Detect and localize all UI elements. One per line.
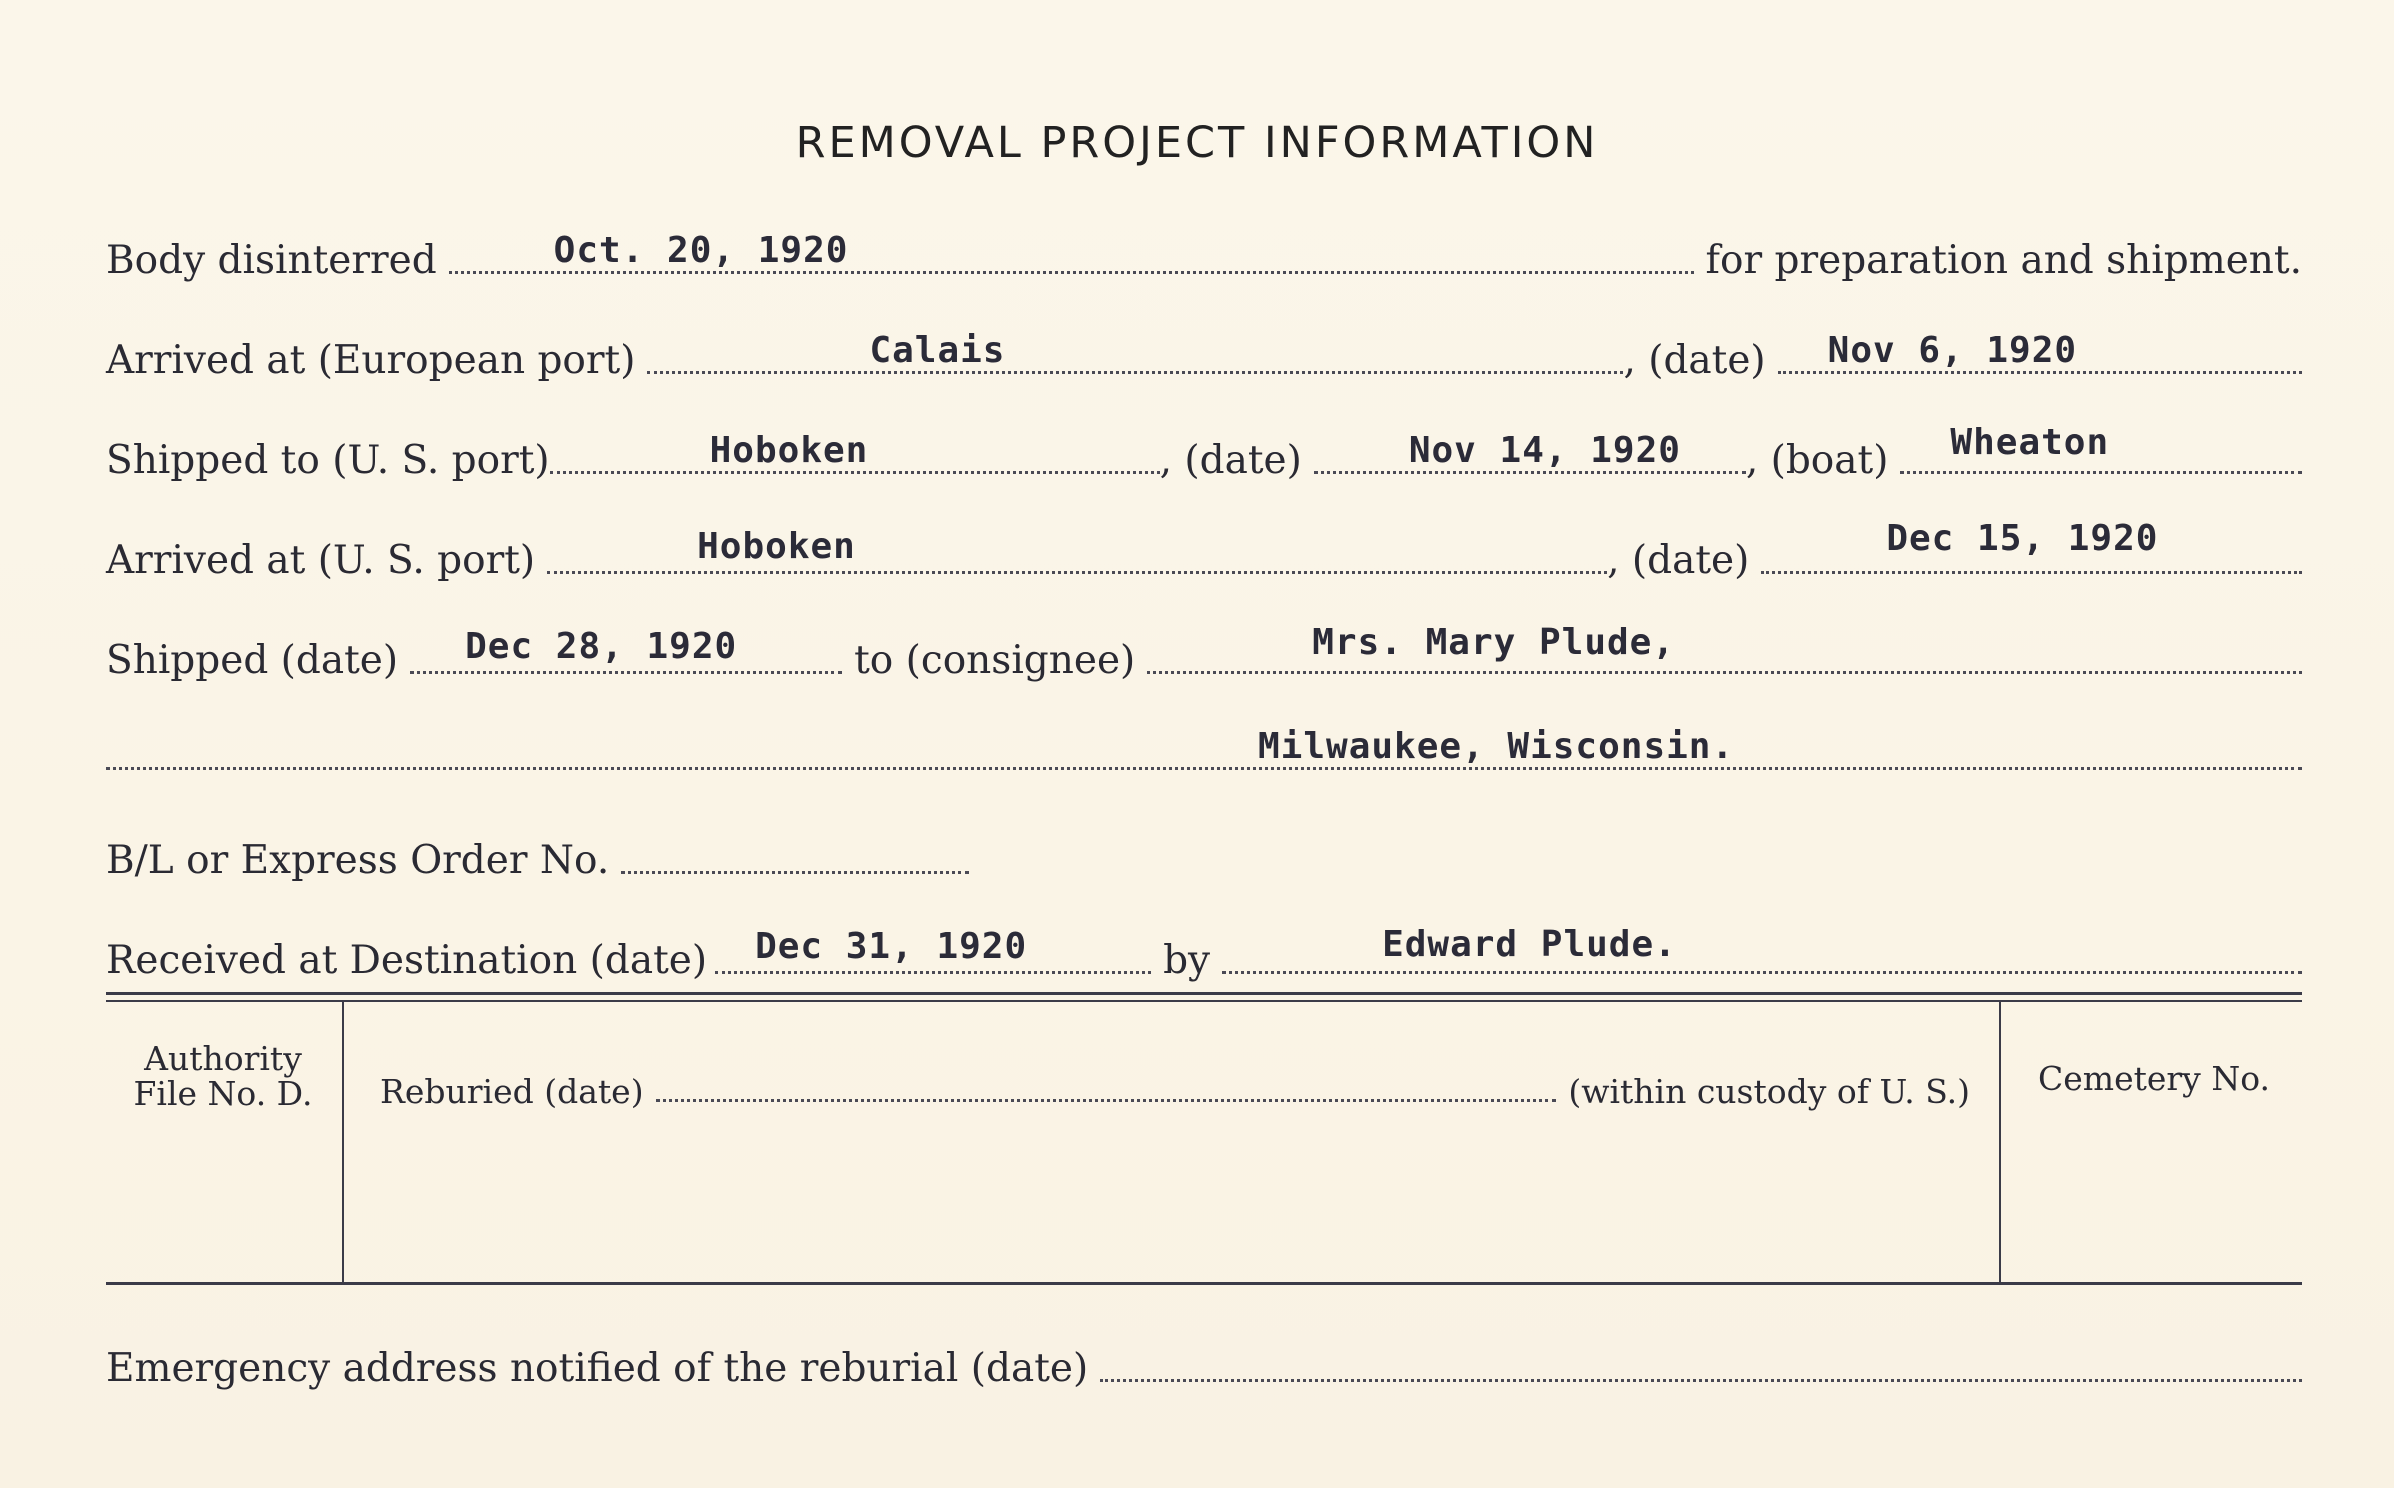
bl-field [621, 827, 969, 874]
reburied-row [380, 1050, 1970, 1112]
boat-value: Wheaton [1950, 422, 2110, 463]
received-date-field [715, 927, 1151, 974]
disinterred-label: Body disinterred [106, 238, 437, 283]
reburied-label: Reburied (date) [380, 1072, 644, 1111]
arrived-eu-date: Nov 6, 1920 [1827, 330, 2078, 371]
row-shipped [106, 622, 2302, 684]
received-by-field [1222, 924, 2302, 974]
form-title: REMOVAL PROJECT INFORMATION [795, 118, 1599, 168]
reburied-field [656, 1063, 1557, 1102]
shipped-us-date: Nov 14, 1920 [1408, 430, 1681, 471]
custody-label: (within custody of U. S.) [1568, 1072, 1970, 1111]
received-by: Edward Plude. [1382, 924, 1677, 965]
shipped-us-date-label: , (date) [1159, 438, 1302, 483]
arrived-eu-date-label: , (date) [1623, 338, 1766, 383]
disinterred-field [449, 227, 1694, 274]
arrived-eu-port: Calais [869, 330, 1006, 371]
row-arrived-european [106, 322, 2302, 384]
disinterred-suffix: for preparation and shipment. [1705, 238, 2302, 283]
box-top-rule [106, 992, 2302, 995]
boat-field [1900, 422, 2302, 474]
shipped-label: Shipped (date) [106, 638, 399, 683]
arrived-us-date: Dec 15, 1920 [1886, 518, 2159, 559]
shipped-date-field [410, 627, 842, 674]
consignee-name: Mrs. Mary Plude, [1312, 622, 1676, 663]
arrived-us-port: Hoboken [697, 526, 856, 567]
box-divider-right [1999, 1002, 2001, 1282]
arrived-us-date-label: , (date) [1607, 538, 1750, 583]
arrived-eu-field [647, 327, 1623, 374]
row-bl [106, 822, 2302, 884]
arrived-eu-date-field [1778, 327, 2302, 374]
received-by-label: by [1163, 938, 1211, 983]
shipped-us-label: Shipped to (U. S. port) [106, 438, 550, 483]
arrived-us-field [547, 527, 1607, 574]
boat-label: , (boat) [1745, 438, 1889, 483]
consignee-label: to (consignee) [854, 638, 1136, 683]
row-shipped-us [106, 422, 2302, 484]
arrived-us-date-field [1761, 518, 2302, 574]
authority-label: Authority File No. D. [133, 1039, 313, 1113]
arrived-us-label: Arrived at (U. S. port) [106, 538, 536, 583]
row-emergency [106, 1330, 2302, 1392]
bl-label: B/L or Express Order No. [106, 838, 610, 883]
row-arrived-us [106, 518, 2302, 584]
emergency-label: Emergency address notified of the reburial (date) [106, 1346, 1089, 1391]
row-consignee-address [106, 718, 2302, 780]
box-top-rule-inner [106, 1000, 2302, 1002]
consignee-address: Milwaukee, Wisconsin. [1258, 726, 1735, 767]
received-label: Received at Destination (date) [106, 938, 708, 983]
consignee-address-field [106, 723, 2302, 770]
row-received [106, 922, 2302, 984]
box-bottom-rule [106, 1282, 2302, 1285]
shipped-date: Dec 28, 1920 [465, 626, 738, 667]
shipped-us-date-field [1314, 427, 1746, 474]
row-disinterred [106, 222, 2302, 284]
disinterred-value: Oct. 20, 1920 [553, 230, 849, 271]
received-date: Dec 31, 1920 [755, 926, 1028, 967]
shipped-us-port: Hoboken [709, 430, 869, 471]
emergency-field [1100, 1335, 2302, 1382]
consignee-field [1147, 622, 2302, 674]
cemetery-label: Cemetery No. [2038, 1059, 2270, 1098]
box-divider-left [342, 1002, 344, 1282]
arrived-eu-label: Arrived at (European port) [106, 338, 636, 383]
shipped-us-field [550, 427, 1160, 474]
